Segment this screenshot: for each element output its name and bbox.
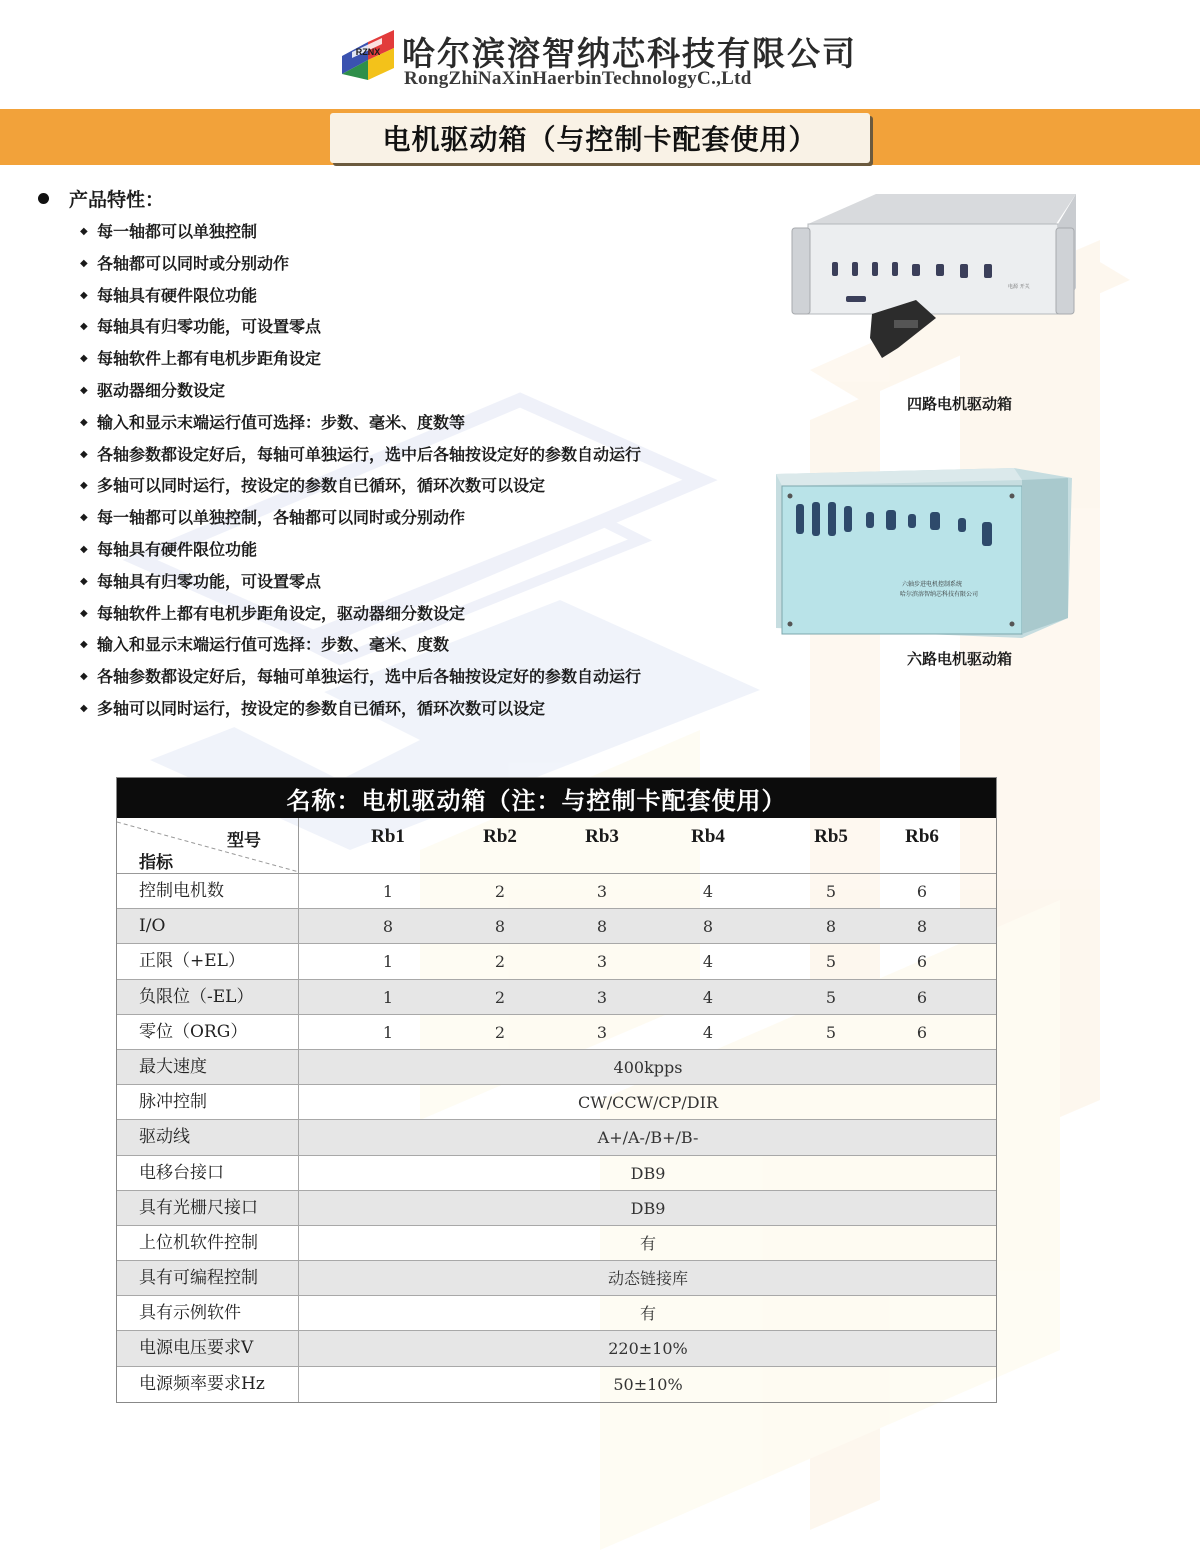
feature-text: 每轴具有归零功能，可设置零点 [97, 317, 322, 337]
table-cell-merged: DB9 [630, 1163, 666, 1183]
feature-text: 多轴可以同时运行，按设定的参数自已循环，循环次数可以设定 [97, 476, 546, 496]
feature-item [38, 598, 758, 630]
feature-text: 每轴具有归零功能，可设置零点 [97, 571, 322, 591]
diamond-bullet-icon: ◆ [80, 480, 88, 492]
model-header-cell: Rb6 [905, 826, 939, 847]
diamond-bullet-icon: ◆ [80, 512, 88, 524]
feature-text: 各轴参数都设定好后，每轴可单独运行，选中后各轴按设定好的参数自动运行 [97, 667, 642, 687]
feature-text: 各轴参数都设定好后，每轴可单独运行，选中后各轴按设定好的参数自动运行 [97, 444, 642, 464]
table-cell: 2 [494, 952, 506, 972]
feature-item [38, 280, 758, 312]
row-label: 负限位（-EL） [117, 980, 299, 1014]
table-row [117, 1120, 996, 1155]
row-label: 具有可编程控制 [117, 1261, 299, 1295]
feature-text: 每一轴都可以单独控制 [97, 222, 258, 241]
row-label: 电移台接口 [117, 1156, 299, 1190]
table-cell: 4 [702, 1022, 714, 1042]
feature-item [38, 439, 758, 471]
table-cell-merged: CW/CCW/CP/DIR [578, 1093, 718, 1113]
page-title: 电机驱动箱（与控制卡配套使用） [382, 123, 818, 156]
model-header-cell: Rb3 [585, 826, 619, 847]
feature-text: 每轴软件上都有电机步距角设定 [97, 349, 322, 369]
diamond-bullet-icon: ◆ [80, 353, 88, 365]
diamond-bullet-icon: ◆ [80, 448, 88, 460]
table-cell: 5 [825, 987, 837, 1007]
feature-item [38, 502, 758, 534]
diamond-bullet-icon: ◆ [80, 416, 88, 428]
model-header-cell: Rb1 [371, 826, 405, 847]
features-heading: 产品特性： [69, 188, 165, 211]
row-label: 电源频率要求Hz [117, 1367, 299, 1402]
corner-model-label: 型号 [227, 831, 261, 851]
feature-item [38, 661, 758, 693]
table-row [117, 1191, 996, 1226]
table-row [117, 944, 996, 979]
feature-text: 多轴可以同时运行，按设定的参数自已循环，循环次数可以设定 [97, 698, 546, 718]
table-cell-merged: 400kpps [613, 1057, 683, 1077]
feature-text: 每轴具有硬件限位功能 [97, 285, 258, 305]
model-header-cell: Rb5 [814, 826, 848, 847]
row-label: 最大速度 [117, 1050, 299, 1084]
table-cell: 8 [382, 917, 394, 937]
table-cell: 8 [702, 917, 714, 937]
row-label: 控制电机数 [117, 874, 299, 908]
spec-table [116, 777, 997, 1403]
feature-item [38, 407, 758, 439]
diamond-bullet-icon: ◆ [80, 321, 88, 333]
four-axis-driver-box-photo [786, 188, 1076, 378]
table-row [117, 1156, 996, 1191]
diamond-bullet-icon: ◆ [80, 384, 88, 396]
table-cell-merged: 50±10% [613, 1374, 683, 1394]
table-cell: 6 [916, 1022, 928, 1042]
row-label: 驱动线 [117, 1120, 299, 1154]
row-label: 正限（+EL） [117, 944, 299, 978]
round-bullet-icon [38, 193, 49, 204]
feature-item [38, 470, 758, 502]
table-cell: 3 [596, 882, 608, 901]
feature-item [38, 375, 758, 407]
table-row [117, 1050, 996, 1085]
feature-item [38, 216, 758, 248]
table-row [117, 909, 996, 944]
row-label: I/O [117, 909, 299, 943]
row-label: 上位机软件控制 [117, 1226, 299, 1260]
table-cell: 6 [916, 952, 928, 972]
table-cell: 1 [382, 882, 394, 901]
company-name-en: RongZhiNaXinHaerbinTechnologyC.,Ltd [404, 68, 752, 89]
model-header-cell: Rb4 [691, 826, 725, 847]
title-box [330, 113, 870, 163]
row-label: 具有示例软件 [117, 1296, 299, 1330]
table-cell-merged: 动态链接库 [607, 1269, 688, 1289]
diamond-bullet-icon: ◆ [80, 257, 88, 269]
table-cell: 6 [916, 987, 928, 1007]
feature-item [38, 343, 758, 375]
diamond-bullet-icon: ◆ [80, 543, 88, 555]
feature-item [38, 629, 758, 661]
table-cell: 1 [382, 1022, 394, 1042]
table-cell: 8 [825, 917, 837, 937]
feature-item [38, 311, 758, 343]
spec-table-title: 名称：电机驱动箱（注：与控制卡配套使用） [117, 778, 996, 818]
four-axis-caption: 四路电机驱动箱 [907, 395, 1013, 413]
table-cell: 4 [702, 952, 714, 972]
spec-table-body [117, 874, 996, 1402]
table-cell: 5 [825, 882, 837, 901]
feature-text: 每轴具有硬件限位功能 [97, 539, 258, 559]
table-cell: 6 [916, 882, 928, 901]
page-header [0, 18, 1200, 108]
table-cell: 2 [494, 882, 506, 901]
table-row [117, 1331, 996, 1366]
features-list [38, 216, 758, 725]
six-axis-driver-box-photo [772, 468, 1072, 640]
table-row [117, 874, 996, 909]
table-row [117, 1367, 996, 1402]
feature-text: 驱动器细分数设定 [97, 380, 226, 400]
feature-text: 每轴软件上都有电机步距角设定，驱动器细分数设定 [97, 603, 466, 623]
diamond-bullet-icon: ◆ [80, 639, 88, 651]
feature-item [38, 566, 758, 598]
diamond-bullet-icon: ◆ [80, 575, 88, 587]
table-cell: 2 [494, 1022, 506, 1042]
table-row [117, 1296, 996, 1331]
table-row [117, 1226, 996, 1261]
company-logo [338, 26, 398, 86]
feature-item [38, 534, 758, 566]
table-cell-merged: 有 [639, 1304, 656, 1324]
diamond-bullet-icon: ◆ [80, 289, 88, 301]
corner-index-label: 指标 [139, 853, 173, 873]
row-label: 零位（ORG） [117, 1015, 299, 1049]
table-cell: 2 [494, 987, 506, 1007]
feature-text: 每一轴都可以单独控制，各轴都可以同时或分别动作 [97, 508, 466, 528]
table-row [117, 1261, 996, 1296]
table-cell-merged: DB9 [630, 1198, 666, 1218]
feature-text: 输入和显示末端运行值可选择：步数、毫米、度数等 [97, 412, 466, 432]
diamond-bullet-icon: ◆ [80, 226, 88, 237]
svg-text:哈尔滨溶智纳芯科技有限公司: 哈尔滨溶智纳芯科技有限公司 [900, 591, 979, 598]
table-cell: 1 [382, 987, 394, 1007]
table-cell: 8 [596, 917, 608, 937]
logo-letters: RZNX [355, 47, 381, 57]
feature-text: 输入和显示末端运行值可选择：步数、毫米、度数 [97, 635, 450, 655]
feature-text: 各轴都可以同时或分别动作 [97, 253, 290, 273]
six-axis-caption: 六路电机驱动箱 [907, 650, 1013, 668]
table-cell: 1 [382, 952, 394, 972]
table-row [117, 1015, 996, 1050]
feature-item [38, 693, 758, 725]
table-cell: 8 [916, 917, 928, 937]
header-corner-cell [117, 818, 299, 874]
spec-table-header [117, 818, 996, 874]
table-cell: 5 [825, 952, 837, 972]
features-heading-row [38, 183, 758, 213]
row-label: 脉冲控制 [117, 1085, 299, 1119]
table-row [117, 980, 996, 1015]
table-cell-merged: 220±10% [608, 1339, 688, 1359]
table-cell-merged: A+/A-/B+/B- [597, 1128, 699, 1148]
table-cell: 5 [825, 1022, 837, 1042]
table-cell: 8 [494, 917, 506, 937]
diamond-bullet-icon: ◆ [80, 671, 88, 683]
svg-text:六轴步进电机控制系统: 六轴步进电机控制系统 [902, 581, 963, 588]
table-cell-merged: 有 [639, 1233, 656, 1253]
table-cell: 3 [596, 952, 608, 972]
svg-text:电源 开关: 电源 开关 [1008, 284, 1030, 290]
table-row [117, 1085, 996, 1120]
row-label: 电源电压要求V [117, 1331, 299, 1365]
features-section [38, 183, 758, 725]
diamond-bullet-icon: ◆ [80, 702, 88, 714]
table-cell: 4 [702, 987, 714, 1007]
diamond-bullet-icon: ◆ [80, 607, 88, 619]
title-banner [0, 109, 1200, 165]
model-header-cell: Rb2 [483, 826, 517, 847]
feature-item [38, 248, 758, 280]
table-cell: 3 [596, 987, 608, 1007]
row-label: 具有光栅尺接口 [117, 1191, 299, 1225]
company-name-cn: 哈尔滨溶智纳芯科技有限公司 [402, 34, 857, 73]
table-cell: 4 [702, 882, 714, 901]
table-cell: 3 [596, 1022, 608, 1042]
